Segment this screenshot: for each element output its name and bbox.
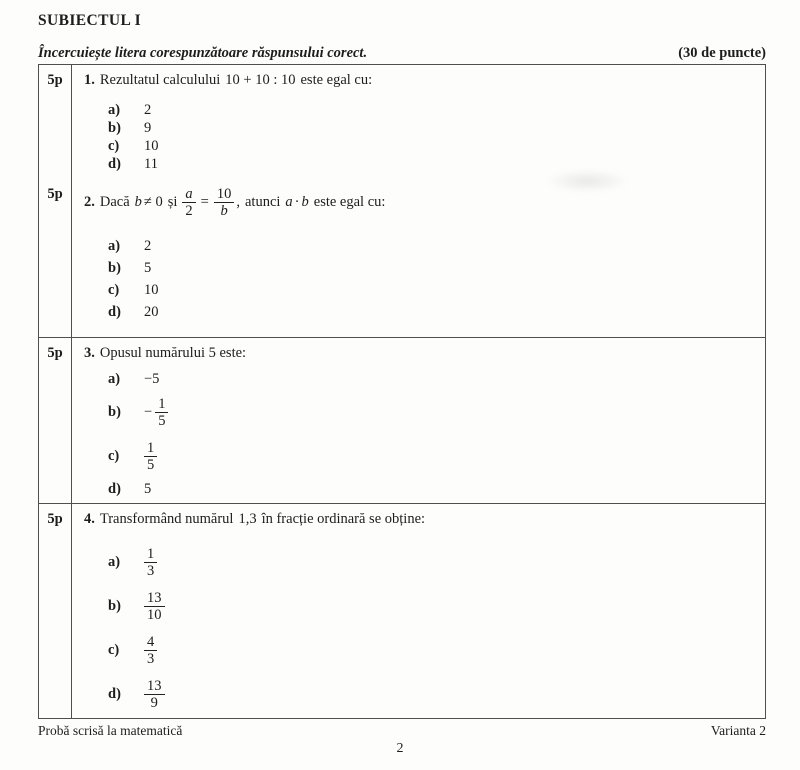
option-label: b) <box>108 403 121 420</box>
option-row <box>108 155 757 173</box>
question-row-1 <box>39 65 765 179</box>
question-2-options <box>108 235 757 323</box>
option-row <box>108 368 757 390</box>
section-title: SUBIECTUL I <box>38 12 142 29</box>
option-label: a) <box>108 237 121 254</box>
option-label: d) <box>108 303 121 320</box>
not-equal-zero: ≠ 0 <box>143 194 163 210</box>
question-1-text-before: Rezultatul calculului <box>99 72 221 88</box>
minus-sign: − <box>144 403 153 420</box>
fraction-denominator: 3 <box>147 650 155 667</box>
question-1-number: 1. <box>84 72 95 88</box>
fraction-denominator: 10 <box>147 606 162 623</box>
fraction-numerator: 10 <box>214 186 235 203</box>
question-2-number: 2. <box>84 194 95 210</box>
variable-b: b <box>301 194 309 210</box>
points-cell-q3: 5p <box>39 338 72 503</box>
points-cell-q4: 5p <box>39 504 72 718</box>
option-label: a) <box>108 101 121 118</box>
fraction-numerator: 1 <box>144 440 157 457</box>
option-label: b) <box>108 259 121 276</box>
option-value: 9 <box>144 119 152 136</box>
option-row <box>108 478 757 500</box>
question-4-expression: 1,3 <box>238 511 257 527</box>
option-value: 2 <box>144 237 152 254</box>
option-row <box>108 628 757 672</box>
question-cell-q2 <box>72 179 765 337</box>
option-label: c) <box>108 137 120 154</box>
option-value: 10 <box>144 281 159 298</box>
fraction-denominator: 9 <box>150 694 158 711</box>
variable-a: a <box>285 194 293 210</box>
question-2-stem <box>84 186 757 219</box>
fraction-10-over-b <box>214 186 235 219</box>
questions-table <box>38 64 766 719</box>
question-3-number: 3. <box>84 345 95 361</box>
option-label: b) <box>108 119 121 136</box>
question-3-stem <box>84 345 757 362</box>
question-4-stem <box>84 511 757 528</box>
option-label: c) <box>108 281 120 298</box>
option-row <box>108 101 757 119</box>
option-row <box>108 390 757 434</box>
option-value: 11 <box>144 155 158 172</box>
fraction-numerator: 1 <box>144 546 157 563</box>
option-row <box>108 119 757 137</box>
comma: , <box>236 194 240 210</box>
fraction-denominator: 2 <box>185 203 193 219</box>
option-row <box>108 301 757 323</box>
footer-variant: Varianta 2 <box>710 723 766 738</box>
option-row <box>108 540 757 584</box>
option-row <box>108 279 757 301</box>
page-number: 2 <box>396 741 404 756</box>
question-4-text-before: Transformând numărul <box>99 511 234 527</box>
option-row <box>108 235 757 257</box>
question-row-4 <box>39 503 765 718</box>
option-label: d) <box>108 685 121 702</box>
option-row <box>108 137 757 155</box>
fraction-denominator: 3 <box>147 562 155 579</box>
fraction-denominator: 5 <box>158 412 166 429</box>
option-row <box>108 672 757 716</box>
fraction-numerator: a <box>182 186 195 203</box>
points-cell-q1: 5p <box>39 65 72 179</box>
question-cell-q1 <box>72 65 765 179</box>
option-fraction <box>144 546 157 579</box>
option-value: 5 <box>144 480 152 497</box>
question-3-text: Opusul numărului 5 este: <box>99 345 247 361</box>
question-cell-q4 <box>72 504 765 718</box>
option-label: a) <box>108 370 121 387</box>
footer-exam-name: Probă scrisă la matematică <box>38 723 183 738</box>
question-1-text-after: este egal cu: <box>300 72 373 88</box>
option-value: 20 <box>144 303 159 320</box>
fraction-numerator: 1 <box>155 396 168 413</box>
option-value: 10 <box>144 137 159 154</box>
fraction-numerator: 4 <box>144 634 157 651</box>
option-fraction <box>144 590 165 623</box>
question-1-expression: 10 + 10 : 10 <box>225 72 296 88</box>
option-row <box>108 584 757 628</box>
fraction-denominator: b <box>220 203 228 219</box>
option-fraction <box>155 396 168 429</box>
option-fraction <box>144 634 157 667</box>
option-row <box>108 257 757 279</box>
question-cell-q3 <box>72 338 765 503</box>
equals-sign: = <box>200 194 209 210</box>
option-label: b) <box>108 597 121 614</box>
option-label: c) <box>108 641 120 658</box>
option-label: a) <box>108 553 121 570</box>
question-1-options <box>108 101 757 173</box>
option-row <box>108 434 757 478</box>
fraction-numerator: 13 <box>144 590 165 607</box>
total-points-label: (30 de puncte) <box>678 45 766 61</box>
fraction-denominator: 5 <box>147 456 155 473</box>
points-cell-q2: 5p <box>39 179 72 337</box>
option-value: −5 <box>144 370 160 387</box>
question-2-word-si: și <box>167 194 178 210</box>
option-fraction <box>144 440 157 473</box>
multiplication-dot: · <box>294 194 300 210</box>
option-value: 2 <box>144 101 152 118</box>
question-row-2 <box>39 179 765 337</box>
fraction-a-over-2 <box>182 186 195 219</box>
instruction-text: Încercuiește litera corespunzătoare răspunsului corect. <box>38 45 368 61</box>
question-4-number: 4. <box>84 511 95 527</box>
instruction-row <box>38 45 766 62</box>
question-3-options <box>108 368 757 500</box>
variable-b: b <box>134 194 142 210</box>
page-footer <box>38 723 766 739</box>
option-label: c) <box>108 447 120 464</box>
question-2-word-daca: Dacă <box>99 194 130 210</box>
question-row-3 <box>39 337 765 503</box>
option-value: 5 <box>144 259 152 276</box>
question-2-word-atunci: atunci <box>244 194 281 210</box>
question-1-stem <box>84 72 757 89</box>
fraction-numerator: 13 <box>144 678 165 695</box>
exam-document <box>38 12 766 719</box>
question-4-options <box>108 540 757 716</box>
question-4-text-after: în fracție ordinară se obține: <box>261 511 426 527</box>
option-label: d) <box>108 480 121 497</box>
option-fraction <box>144 678 165 711</box>
option-label: d) <box>108 155 121 172</box>
question-2-text-after: este egal cu: <box>313 194 386 210</box>
